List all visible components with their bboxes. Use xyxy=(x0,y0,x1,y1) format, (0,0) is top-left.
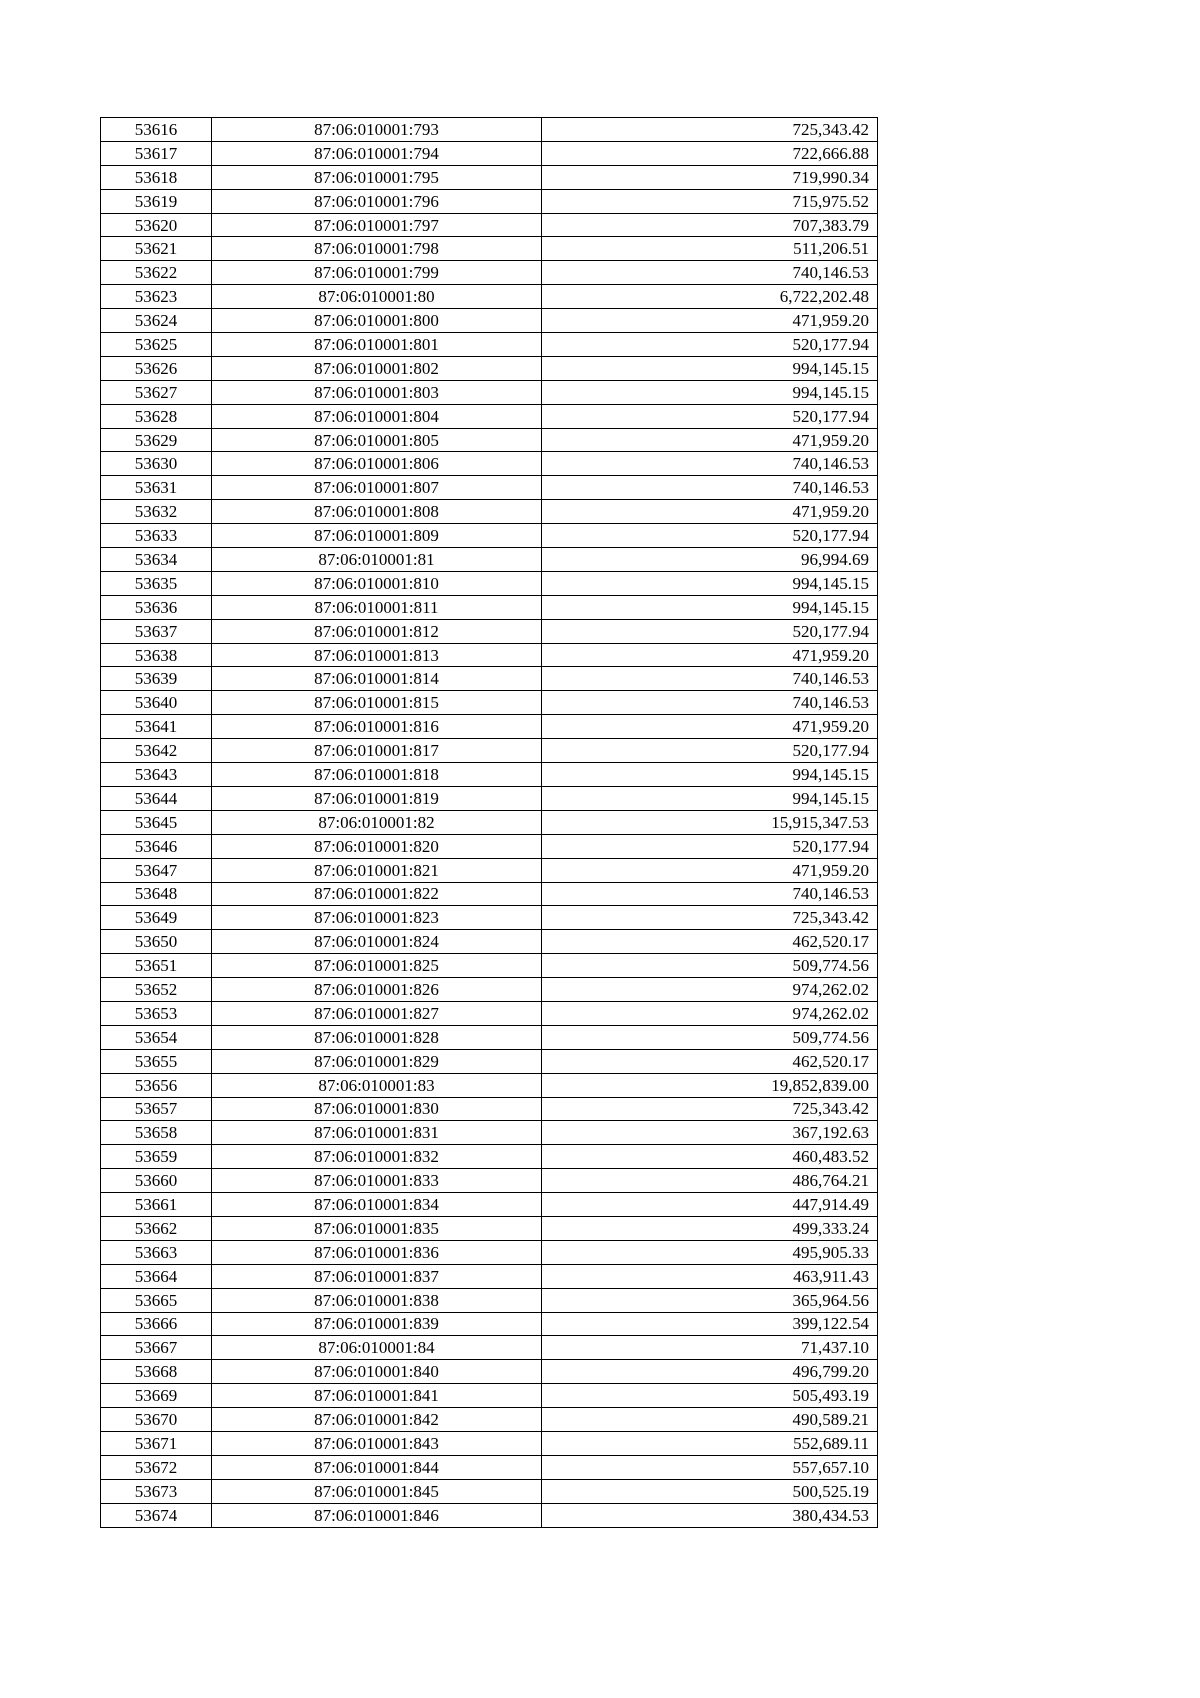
cadastral-number-cell: 87:06:010001:809 xyxy=(212,524,542,548)
row-number-cell: 53621 xyxy=(101,237,212,261)
row-number-cell: 53667 xyxy=(101,1336,212,1360)
value-cell: 520,177.94 xyxy=(542,739,878,763)
row-number-cell: 53654 xyxy=(101,1025,212,1049)
cadastral-number-cell: 87:06:010001:813 xyxy=(212,643,542,667)
row-number-cell: 53617 xyxy=(101,141,212,165)
value-cell: 994,145.15 xyxy=(542,356,878,380)
cadastral-number-cell: 87:06:010001:793 xyxy=(212,118,542,142)
table-row xyxy=(101,1408,878,1432)
value-cell: 707,383.79 xyxy=(542,213,878,237)
cadastral-number-cell: 87:06:010001:798 xyxy=(212,237,542,261)
cadastral-number-cell: 87:06:010001:846 xyxy=(212,1503,542,1527)
row-number-cell: 53625 xyxy=(101,333,212,357)
table-row xyxy=(101,1288,878,1312)
table-row xyxy=(101,500,878,524)
table-row xyxy=(101,189,878,213)
table-row xyxy=(101,1455,878,1479)
value-cell: 460,483.52 xyxy=(542,1145,878,1169)
value-cell: 974,262.02 xyxy=(542,978,878,1002)
row-number-cell: 53649 xyxy=(101,906,212,930)
value-cell: 511,206.51 xyxy=(542,237,878,261)
cadastral-number-cell: 87:06:010001:835 xyxy=(212,1216,542,1240)
table-row xyxy=(101,404,878,428)
cadastral-number-cell: 87:06:010001:83 xyxy=(212,1073,542,1097)
value-cell: 740,146.53 xyxy=(542,882,878,906)
cadastral-number-cell: 87:06:010001:820 xyxy=(212,834,542,858)
cadastral-number-cell: 87:06:010001:812 xyxy=(212,619,542,643)
cadastral-number-cell: 87:06:010001:80 xyxy=(212,285,542,309)
cadastral-number-cell: 87:06:010001:797 xyxy=(212,213,542,237)
table-row xyxy=(101,810,878,834)
table-row xyxy=(101,763,878,787)
value-cell: 6,722,202.48 xyxy=(542,285,878,309)
cadastral-number-cell: 87:06:010001:799 xyxy=(212,261,542,285)
cadastral-number-cell: 87:06:010001:841 xyxy=(212,1384,542,1408)
value-cell: 994,145.15 xyxy=(542,380,878,404)
value-cell: 725,343.42 xyxy=(542,906,878,930)
table-row xyxy=(101,667,878,691)
row-number-cell: 53630 xyxy=(101,452,212,476)
row-number-cell: 53634 xyxy=(101,548,212,572)
cadastral-number-cell: 87:06:010001:810 xyxy=(212,571,542,595)
value-cell: 463,911.43 xyxy=(542,1264,878,1288)
cadastral-number-cell: 87:06:010001:821 xyxy=(212,858,542,882)
value-cell: 509,774.56 xyxy=(542,954,878,978)
row-number-cell: 53650 xyxy=(101,930,212,954)
value-cell: 462,520.17 xyxy=(542,930,878,954)
table-row xyxy=(101,643,878,667)
row-number-cell: 53644 xyxy=(101,786,212,810)
table-row xyxy=(101,1169,878,1193)
cadastral-number-cell: 87:06:010001:832 xyxy=(212,1145,542,1169)
table-row xyxy=(101,285,878,309)
cadastral-number-cell: 87:06:010001:843 xyxy=(212,1431,542,1455)
cadastral-number-cell: 87:06:010001:845 xyxy=(212,1479,542,1503)
cadastral-number-cell: 87:06:010001:839 xyxy=(212,1312,542,1336)
table-row xyxy=(101,571,878,595)
row-number-cell: 53619 xyxy=(101,189,212,213)
table-row xyxy=(101,1073,878,1097)
table-row xyxy=(101,1001,878,1025)
row-number-cell: 53645 xyxy=(101,810,212,834)
table-row xyxy=(101,118,878,142)
table-body xyxy=(101,118,878,1528)
row-number-cell: 53620 xyxy=(101,213,212,237)
table-row xyxy=(101,1193,878,1217)
table-row xyxy=(101,548,878,572)
value-cell: 15,915,347.53 xyxy=(542,810,878,834)
row-number-cell: 53626 xyxy=(101,356,212,380)
value-cell: 994,145.15 xyxy=(542,763,878,787)
row-number-cell: 53636 xyxy=(101,595,212,619)
cadastral-number-cell: 87:06:010001:805 xyxy=(212,428,542,452)
table-row xyxy=(101,1264,878,1288)
cadastral-number-cell: 87:06:010001:826 xyxy=(212,978,542,1002)
row-number-cell: 53640 xyxy=(101,691,212,715)
table-row xyxy=(101,1360,878,1384)
cadastral-number-cell: 87:06:010001:829 xyxy=(212,1049,542,1073)
row-number-cell: 53639 xyxy=(101,667,212,691)
value-cell: 399,122.54 xyxy=(542,1312,878,1336)
table-row xyxy=(101,356,878,380)
value-cell: 462,520.17 xyxy=(542,1049,878,1073)
row-number-cell: 53646 xyxy=(101,834,212,858)
value-cell: 471,959.20 xyxy=(542,500,878,524)
cadastral-number-cell: 87:06:010001:803 xyxy=(212,380,542,404)
row-number-cell: 53671 xyxy=(101,1431,212,1455)
table-row xyxy=(101,1025,878,1049)
row-number-cell: 53622 xyxy=(101,261,212,285)
value-cell: 496,799.20 xyxy=(542,1360,878,1384)
table-row xyxy=(101,1049,878,1073)
cadastral-number-cell: 87:06:010001:817 xyxy=(212,739,542,763)
cadastral-number-cell: 87:06:010001:844 xyxy=(212,1455,542,1479)
table-row xyxy=(101,1121,878,1145)
table-row xyxy=(101,691,878,715)
table-row xyxy=(101,1503,878,1527)
cadastral-number-cell: 87:06:010001:801 xyxy=(212,333,542,357)
cadastral-number-cell: 87:06:010001:84 xyxy=(212,1336,542,1360)
cadastral-number-cell: 87:06:010001:795 xyxy=(212,165,542,189)
table-row xyxy=(101,619,878,643)
table-row xyxy=(101,1145,878,1169)
row-number-cell: 53633 xyxy=(101,524,212,548)
cadastral-number-cell: 87:06:010001:819 xyxy=(212,786,542,810)
row-number-cell: 53655 xyxy=(101,1049,212,1073)
cadastral-number-cell: 87:06:010001:822 xyxy=(212,882,542,906)
row-number-cell: 53623 xyxy=(101,285,212,309)
cadastral-number-cell: 87:06:010001:82 xyxy=(212,810,542,834)
value-cell: 365,964.56 xyxy=(542,1288,878,1312)
row-number-cell: 53656 xyxy=(101,1073,212,1097)
value-cell: 471,959.20 xyxy=(542,858,878,882)
table-row xyxy=(101,595,878,619)
table-row xyxy=(101,237,878,261)
row-number-cell: 53653 xyxy=(101,1001,212,1025)
cadastral-number-cell: 87:06:010001:830 xyxy=(212,1097,542,1121)
row-number-cell: 53657 xyxy=(101,1097,212,1121)
value-cell: 520,177.94 xyxy=(542,404,878,428)
row-number-cell: 53629 xyxy=(101,428,212,452)
cadastral-number-cell: 87:06:010001:802 xyxy=(212,356,542,380)
row-number-cell: 53666 xyxy=(101,1312,212,1336)
value-cell: 495,905.33 xyxy=(542,1240,878,1264)
table-row xyxy=(101,165,878,189)
table-row xyxy=(101,1216,878,1240)
table-row xyxy=(101,524,878,548)
cadastral-number-cell: 87:06:010001:824 xyxy=(212,930,542,954)
cadastral-number-cell: 87:06:010001:816 xyxy=(212,715,542,739)
value-cell: 719,990.34 xyxy=(542,165,878,189)
cadastral-number-cell: 87:06:010001:808 xyxy=(212,500,542,524)
cadastral-number-cell: 87:06:010001:825 xyxy=(212,954,542,978)
row-number-cell: 53628 xyxy=(101,404,212,428)
table-row xyxy=(101,858,878,882)
row-number-cell: 53637 xyxy=(101,619,212,643)
table-row xyxy=(101,261,878,285)
row-number-cell: 53673 xyxy=(101,1479,212,1503)
value-cell: 715,975.52 xyxy=(542,189,878,213)
row-number-cell: 53624 xyxy=(101,309,212,333)
table-row xyxy=(101,739,878,763)
table-row xyxy=(101,715,878,739)
table-row xyxy=(101,882,878,906)
table-row xyxy=(101,1384,878,1408)
table-row xyxy=(101,1336,878,1360)
value-cell: 471,959.20 xyxy=(542,643,878,667)
table-row xyxy=(101,1097,878,1121)
value-cell: 994,145.15 xyxy=(542,786,878,810)
cadastral-number-cell: 87:06:010001:81 xyxy=(212,548,542,572)
cadastral-number-cell: 87:06:010001:814 xyxy=(212,667,542,691)
row-number-cell: 53665 xyxy=(101,1288,212,1312)
cadastral-number-cell: 87:06:010001:818 xyxy=(212,763,542,787)
table-row xyxy=(101,452,878,476)
table-row xyxy=(101,1431,878,1455)
row-number-cell: 53631 xyxy=(101,476,212,500)
row-number-cell: 53647 xyxy=(101,858,212,882)
row-number-cell: 53627 xyxy=(101,380,212,404)
row-number-cell: 53672 xyxy=(101,1455,212,1479)
value-cell: 520,177.94 xyxy=(542,524,878,548)
value-cell: 520,177.94 xyxy=(542,333,878,357)
row-number-cell: 53641 xyxy=(101,715,212,739)
value-cell: 520,177.94 xyxy=(542,619,878,643)
value-cell: 740,146.53 xyxy=(542,452,878,476)
cadastral-value-table xyxy=(100,117,878,1528)
cadastral-number-cell: 87:06:010001:811 xyxy=(212,595,542,619)
value-cell: 740,146.53 xyxy=(542,667,878,691)
cadastral-number-cell: 87:06:010001:840 xyxy=(212,1360,542,1384)
value-cell: 367,192.63 xyxy=(542,1121,878,1145)
table-row xyxy=(101,380,878,404)
row-number-cell: 53643 xyxy=(101,763,212,787)
row-number-cell: 53652 xyxy=(101,978,212,1002)
cadastral-number-cell: 87:06:010001:827 xyxy=(212,1001,542,1025)
cadastral-number-cell: 87:06:010001:833 xyxy=(212,1169,542,1193)
value-cell: 471,959.20 xyxy=(542,309,878,333)
value-cell: 740,146.53 xyxy=(542,476,878,500)
table-row xyxy=(101,1479,878,1503)
row-number-cell: 53663 xyxy=(101,1240,212,1264)
value-cell: 96,994.69 xyxy=(542,548,878,572)
value-cell: 505,493.19 xyxy=(542,1384,878,1408)
cadastral-number-cell: 87:06:010001:838 xyxy=(212,1288,542,1312)
value-cell: 486,764.21 xyxy=(542,1169,878,1193)
value-cell: 722,666.88 xyxy=(542,141,878,165)
cadastral-number-cell: 87:06:010001:823 xyxy=(212,906,542,930)
row-number-cell: 53660 xyxy=(101,1169,212,1193)
row-number-cell: 53668 xyxy=(101,1360,212,1384)
value-cell: 725,343.42 xyxy=(542,118,878,142)
row-number-cell: 53638 xyxy=(101,643,212,667)
table-row xyxy=(101,954,878,978)
value-cell: 520,177.94 xyxy=(542,834,878,858)
value-cell: 994,145.15 xyxy=(542,571,878,595)
cadastral-number-cell: 87:06:010001:806 xyxy=(212,452,542,476)
value-cell: 71,437.10 xyxy=(542,1336,878,1360)
table-row xyxy=(101,930,878,954)
table-row xyxy=(101,1312,878,1336)
value-cell: 471,959.20 xyxy=(542,428,878,452)
row-number-cell: 53670 xyxy=(101,1408,212,1432)
cadastral-number-cell: 87:06:010001:828 xyxy=(212,1025,542,1049)
table-row xyxy=(101,476,878,500)
cadastral-number-cell: 87:06:010001:796 xyxy=(212,189,542,213)
value-cell: 740,146.53 xyxy=(542,691,878,715)
cadastral-number-cell: 87:06:010001:807 xyxy=(212,476,542,500)
value-cell: 725,343.42 xyxy=(542,1097,878,1121)
table-row xyxy=(101,1240,878,1264)
value-cell: 974,262.02 xyxy=(542,1001,878,1025)
cadastral-number-cell: 87:06:010001:800 xyxy=(212,309,542,333)
value-cell: 499,333.24 xyxy=(542,1216,878,1240)
table-row xyxy=(101,213,878,237)
value-cell: 447,914.49 xyxy=(542,1193,878,1217)
cadastral-number-cell: 87:06:010001:837 xyxy=(212,1264,542,1288)
value-cell: 994,145.15 xyxy=(542,595,878,619)
row-number-cell: 53662 xyxy=(101,1216,212,1240)
table-row xyxy=(101,309,878,333)
row-number-cell: 53674 xyxy=(101,1503,212,1527)
row-number-cell: 53648 xyxy=(101,882,212,906)
value-cell: 552,689.11 xyxy=(542,1431,878,1455)
row-number-cell: 53632 xyxy=(101,500,212,524)
value-cell: 740,146.53 xyxy=(542,261,878,285)
cadastral-number-cell: 87:06:010001:815 xyxy=(212,691,542,715)
cadastral-number-cell: 87:06:010001:836 xyxy=(212,1240,542,1264)
cadastral-number-cell: 87:06:010001:794 xyxy=(212,141,542,165)
table-row xyxy=(101,834,878,858)
row-number-cell: 53658 xyxy=(101,1121,212,1145)
table-row xyxy=(101,428,878,452)
row-number-cell: 53664 xyxy=(101,1264,212,1288)
cadastral-number-cell: 87:06:010001:831 xyxy=(212,1121,542,1145)
row-number-cell: 53651 xyxy=(101,954,212,978)
row-number-cell: 53618 xyxy=(101,165,212,189)
row-number-cell: 53669 xyxy=(101,1384,212,1408)
value-cell: 509,774.56 xyxy=(542,1025,878,1049)
row-number-cell: 53661 xyxy=(101,1193,212,1217)
row-number-cell: 53642 xyxy=(101,739,212,763)
table-row xyxy=(101,333,878,357)
row-number-cell: 53616 xyxy=(101,118,212,142)
cadastral-number-cell: 87:06:010001:834 xyxy=(212,1193,542,1217)
cadastral-number-cell: 87:06:010001:804 xyxy=(212,404,542,428)
row-number-cell: 53635 xyxy=(101,571,212,595)
value-cell: 490,589.21 xyxy=(542,1408,878,1432)
table-row xyxy=(101,906,878,930)
value-cell: 500,525.19 xyxy=(542,1479,878,1503)
table-row xyxy=(101,786,878,810)
table-row xyxy=(101,141,878,165)
value-cell: 471,959.20 xyxy=(542,715,878,739)
row-number-cell: 53659 xyxy=(101,1145,212,1169)
value-cell: 557,657.10 xyxy=(542,1455,878,1479)
cadastral-number-cell: 87:06:010001:842 xyxy=(212,1408,542,1432)
value-cell: 19,852,839.00 xyxy=(542,1073,878,1097)
table-row xyxy=(101,978,878,1002)
value-cell: 380,434.53 xyxy=(542,1503,878,1527)
